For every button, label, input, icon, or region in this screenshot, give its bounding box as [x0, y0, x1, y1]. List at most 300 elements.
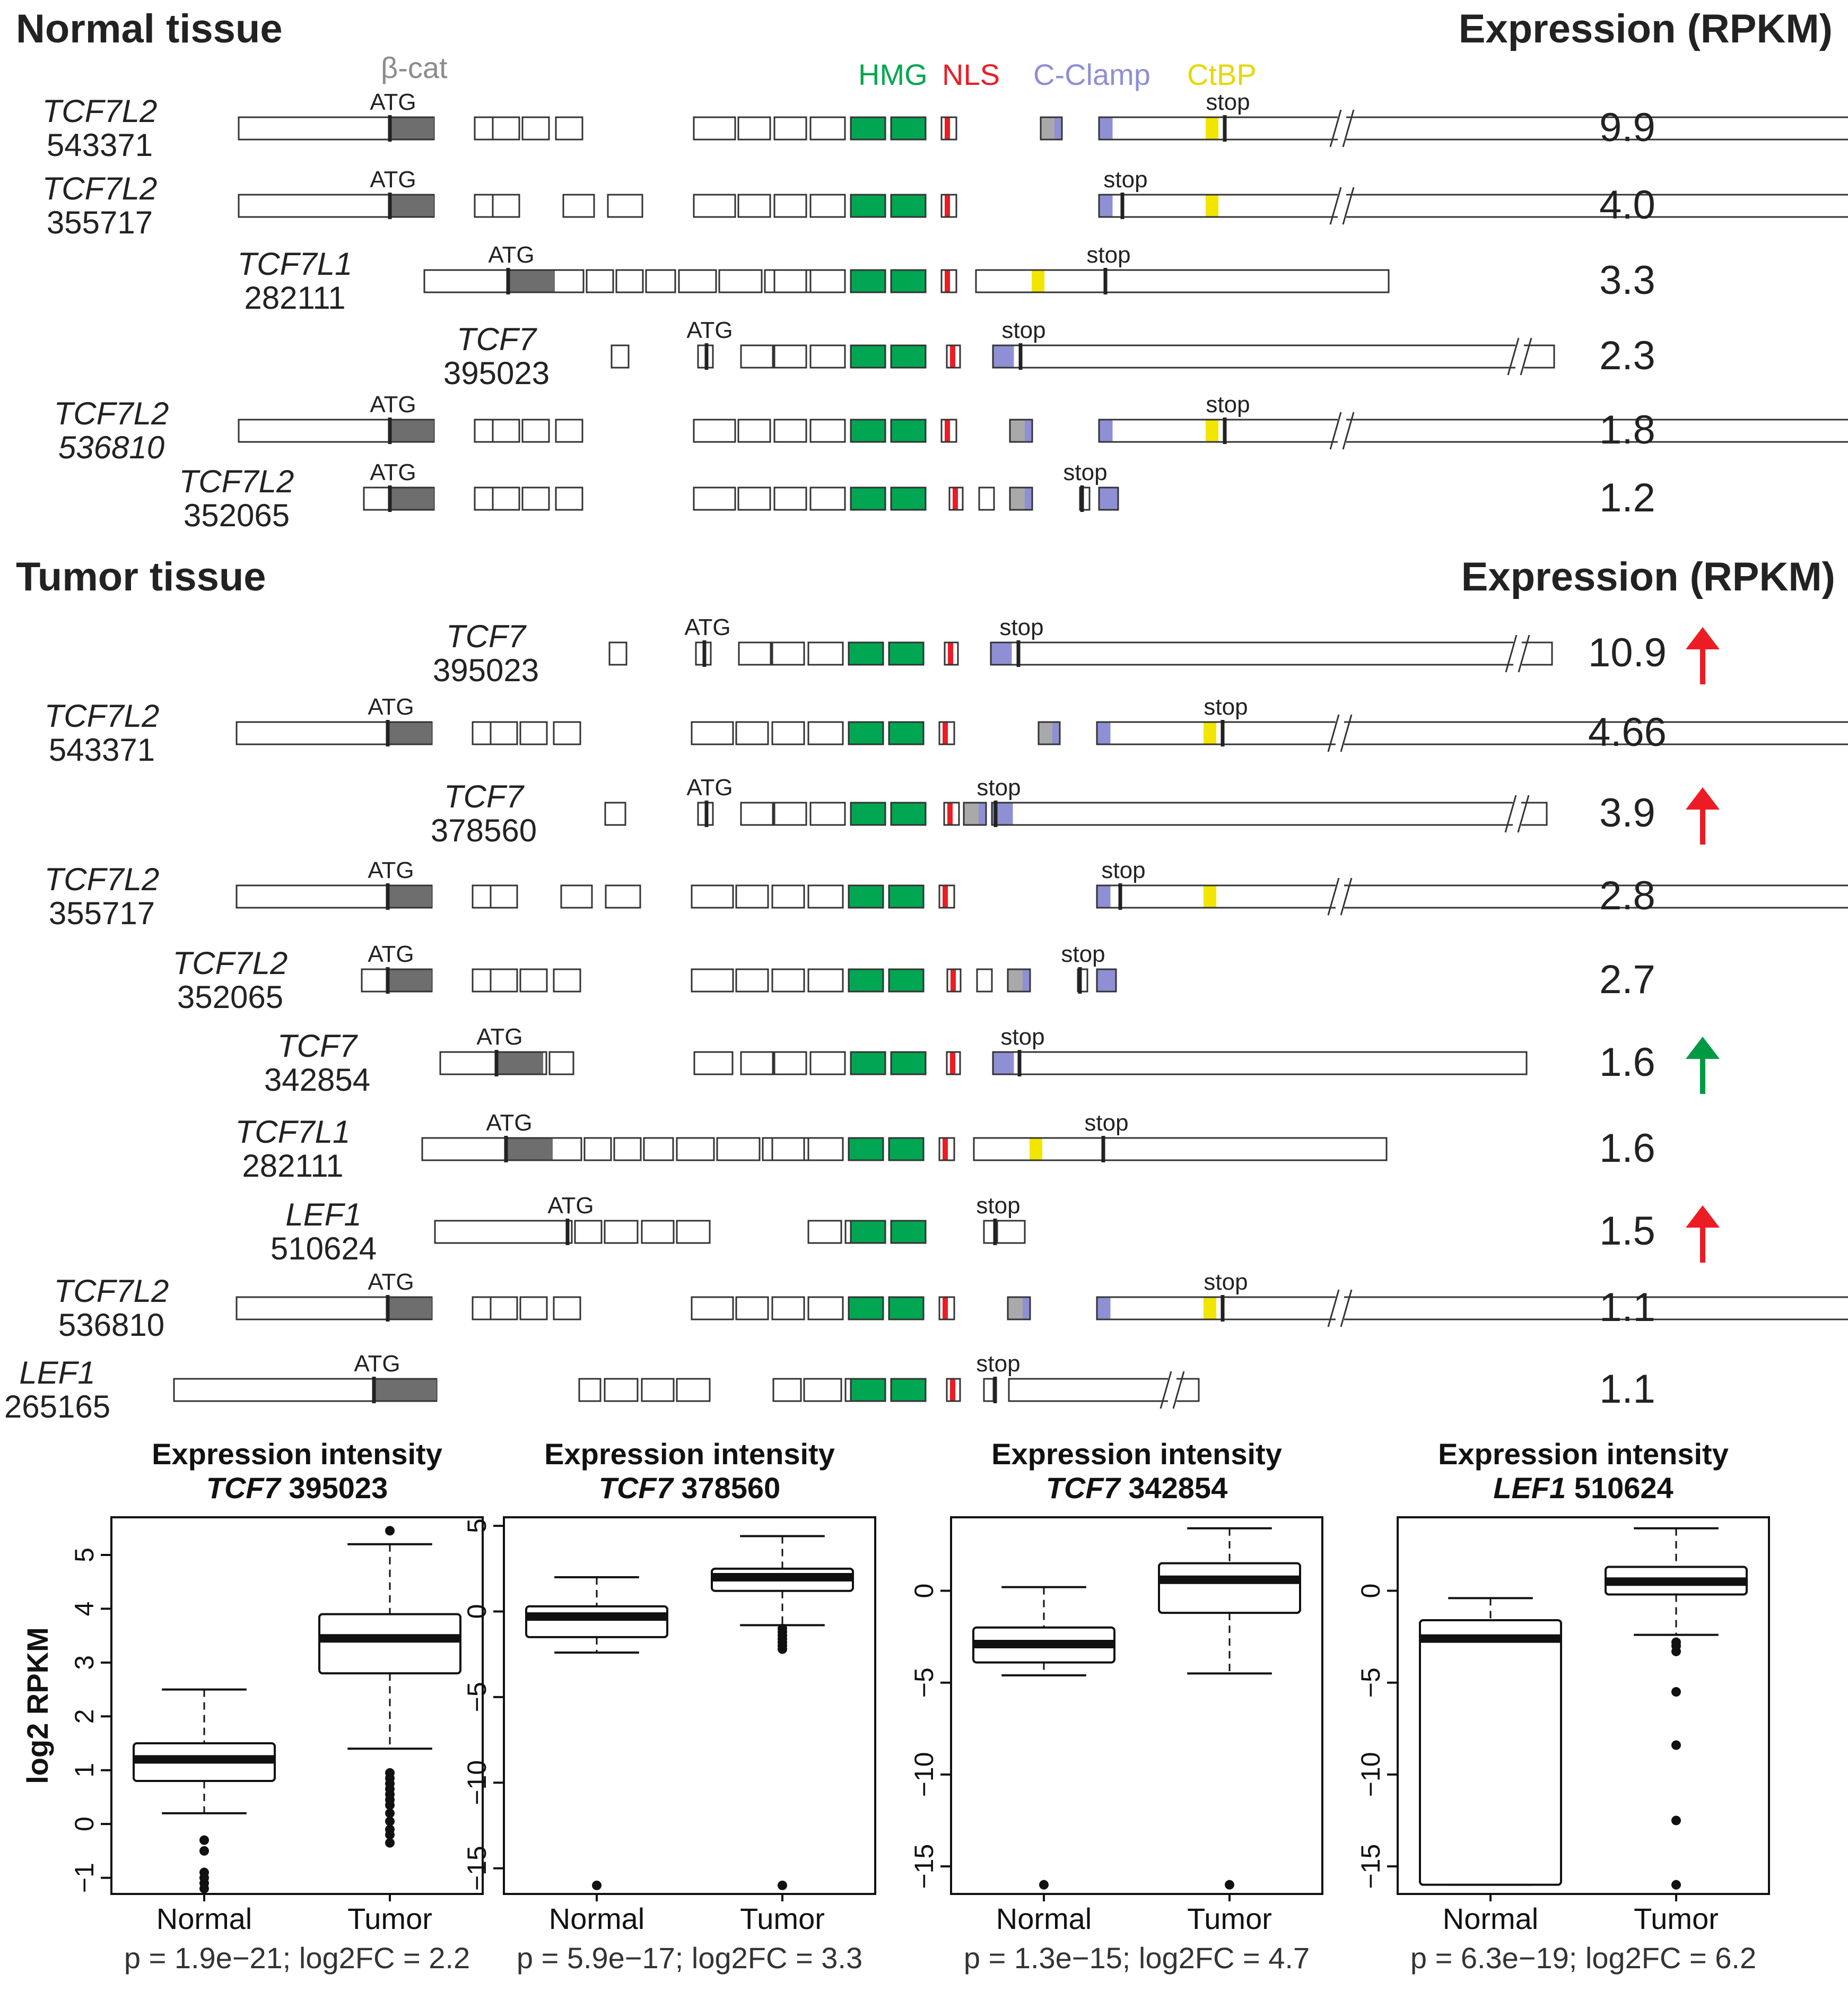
c-clamp-domain — [994, 346, 1014, 367]
outlier-point — [199, 1836, 209, 1845]
transcript-gene: TCF7 — [457, 321, 536, 357]
boxplot-panel — [462, 1437, 875, 1975]
nls-domain — [943, 1139, 948, 1160]
atg-label: ATG — [370, 392, 416, 418]
stop-label: stop — [1061, 941, 1105, 967]
exon — [677, 1138, 714, 1160]
transcript-id: 282111 — [244, 280, 346, 316]
exon — [522, 420, 549, 442]
up-arrow-icon — [1686, 1037, 1720, 1059]
transcript-id: 543371 — [46, 127, 153, 163]
stop-label: stop — [976, 1351, 1021, 1377]
expression-value: 1.2 — [1599, 475, 1655, 520]
exon — [808, 969, 843, 992]
category-label: Normal — [1442, 1902, 1539, 1935]
nls-domain — [948, 644, 953, 664]
y-tick-label: −10 — [1356, 1752, 1385, 1797]
exon — [642, 1221, 674, 1243]
exon — [808, 885, 843, 908]
exon — [810, 1052, 845, 1074]
atg-label: ATG — [476, 1024, 523, 1050]
boxplot-panels — [21, 1437, 1769, 1975]
hmg-domain — [851, 195, 885, 217]
nls-domain — [945, 271, 950, 292]
exon — [979, 488, 994, 510]
exon — [694, 117, 735, 140]
transcript-gene: TCF7L2 — [54, 396, 169, 431]
transcript-row — [45, 857, 1848, 931]
outlier-point — [1671, 1815, 1681, 1825]
transcript-gene: TCF7 — [277, 1028, 357, 1064]
atg-label: ATG — [488, 242, 535, 268]
exon — [579, 1379, 600, 1401]
plot-frame — [111, 1517, 483, 1894]
category-label: Tumor — [740, 1902, 825, 1935]
y-tick-label: −15 — [909, 1844, 939, 1889]
hmg-domain — [891, 420, 926, 442]
exon — [772, 1138, 804, 1160]
beta-cat-domain — [390, 421, 434, 441]
atg-label: ATG — [370, 89, 416, 115]
y-tick-label: 2 — [69, 1709, 99, 1724]
stop-label: stop — [1086, 242, 1131, 268]
expression-value: 1.6 — [1599, 1040, 1655, 1085]
exon — [736, 1297, 768, 1319]
expression-value: 9.9 — [1599, 105, 1655, 150]
ctbp-domain — [1204, 723, 1216, 744]
ctbp-domain — [1206, 421, 1218, 441]
exon — [808, 722, 843, 744]
exon — [810, 195, 845, 217]
legend-hmg: HMG — [858, 58, 928, 91]
exon — [741, 1052, 773, 1074]
transcript-row — [173, 941, 1655, 1015]
nls-domain — [950, 346, 955, 367]
exon — [563, 195, 594, 217]
expression-value: 2.8 — [1599, 873, 1655, 918]
transcript-gene: TCF7L2 — [44, 862, 160, 897]
exon — [616, 270, 643, 292]
exon — [739, 642, 771, 665]
exon — [984, 1221, 995, 1243]
transcript-row — [42, 89, 1848, 163]
exon — [612, 345, 629, 368]
hmg-domain — [851, 117, 885, 140]
exon — [736, 885, 768, 908]
stop-label: stop — [976, 1193, 1021, 1219]
exon — [810, 803, 845, 825]
exon — [774, 345, 806, 368]
exon — [997, 1221, 1025, 1243]
boxplot-panel — [909, 1437, 1322, 1975]
transcript-gene: TCF7L2 — [42, 93, 158, 129]
boxplot-gene: TCF7 — [206, 1471, 281, 1505]
y-tick-label: −15 — [1356, 1844, 1385, 1889]
transcript-row — [179, 459, 1655, 533]
exon — [642, 1379, 674, 1401]
ctbp-domain — [1206, 118, 1218, 139]
exon — [491, 885, 517, 908]
stop-label: stop — [1001, 317, 1046, 343]
hmg-domain — [849, 1297, 883, 1319]
outlier-point — [1671, 1687, 1681, 1697]
iqr-box — [1159, 1563, 1300, 1613]
transcript-row — [4, 1351, 1655, 1424]
beta-cat-domain — [390, 118, 434, 139]
category-label: Normal — [996, 1902, 1092, 1935]
exon — [694, 1052, 733, 1074]
transcript-gene: TCF7L2 — [44, 698, 160, 734]
outlier-point — [1225, 1880, 1234, 1890]
exon — [808, 1221, 841, 1243]
stats-caption: p = 6.3e−19; log2FC = 6.2 — [1410, 1941, 1757, 1975]
category-label: Normal — [156, 1902, 252, 1935]
iqr-box — [319, 1614, 460, 1674]
last-exon — [992, 803, 1547, 825]
expression-value: 10.9 — [1588, 630, 1667, 675]
y-tick-label: 0 — [462, 1604, 492, 1619]
exon — [773, 1379, 801, 1401]
exon — [738, 488, 770, 510]
boxplot-transcript: 510624 — [1566, 1471, 1673, 1505]
beta-cat-domain — [388, 886, 432, 907]
exon — [520, 969, 547, 992]
exon — [491, 1297, 517, 1319]
stop-label: stop — [1084, 1110, 1129, 1136]
boxplot-title: Expression intensity — [544, 1437, 835, 1471]
exon — [692, 885, 733, 908]
nls-domain — [947, 804, 953, 824]
atg-label: ATG — [354, 1351, 400, 1377]
transcript-gene: TCF7L2 — [54, 1273, 169, 1309]
outlier-point — [1039, 1880, 1049, 1890]
c-clamp-domain — [992, 644, 1012, 664]
exon — [774, 803, 806, 825]
beta-cat-domain — [390, 196, 434, 216]
hmg-domain — [889, 722, 923, 744]
c-clamp-domain — [1098, 1298, 1111, 1319]
stop-label: stop — [1204, 1269, 1248, 1295]
outlier-point — [778, 1881, 787, 1890]
exon — [694, 488, 735, 510]
hmg-domain — [889, 1138, 923, 1160]
stats-caption: p = 1.3e−15; log2FC = 4.7 — [963, 1941, 1310, 1975]
y-tick-label: −5 — [1356, 1667, 1385, 1698]
boxplot-transcript: 342854 — [1120, 1471, 1228, 1505]
y-tick-label: 5 — [462, 1518, 492, 1534]
y-tick-label: −5 — [462, 1682, 492, 1713]
iqr-box — [1420, 1620, 1561, 1885]
exon — [694, 420, 735, 442]
hmg-domain — [849, 969, 883, 992]
legend-c-clamp: C-Clamp — [1033, 58, 1150, 91]
exon — [810, 270, 845, 292]
category-label: Tumor — [1634, 1902, 1719, 1935]
exon — [719, 270, 762, 292]
exon — [741, 803, 773, 825]
stats-caption: p = 1.9e−21; log2FC = 2.2 — [124, 1941, 470, 1975]
exon — [692, 1297, 733, 1319]
nls-domain — [945, 118, 950, 139]
exon — [692, 722, 733, 744]
last-exon — [991, 642, 1552, 665]
exon — [774, 488, 806, 510]
transcript-row — [236, 1110, 1655, 1184]
exon — [692, 969, 733, 992]
up-arrow-icon — [1686, 1205, 1720, 1228]
exon — [520, 722, 547, 744]
category-label: Tumor — [347, 1902, 432, 1935]
exon — [774, 117, 806, 140]
transcript-id: 395023 — [443, 355, 550, 391]
exon — [772, 722, 804, 744]
exon — [520, 1297, 547, 1319]
exon — [677, 1221, 710, 1243]
boxplot-title: Expression intensity — [991, 1437, 1282, 1471]
expression-value: 1.5 — [1599, 1209, 1655, 1254]
atg-label: ATG — [368, 694, 414, 720]
transcript-row — [54, 392, 1848, 465]
hmg-domain — [891, 1052, 926, 1074]
legend-ctbp: CtBP — [1187, 58, 1257, 91]
hmg-domain — [891, 345, 926, 368]
stop-label: stop — [1103, 167, 1148, 193]
transcript-gene: LEF1 — [19, 1355, 95, 1390]
exon — [772, 969, 804, 992]
outlier-point — [592, 1881, 602, 1890]
nls-domain — [945, 196, 950, 216]
hmg-domain — [851, 1221, 885, 1243]
transcript-gene: TCF7L1 — [237, 246, 353, 282]
exon — [522, 117, 549, 140]
hmg-domain — [851, 420, 885, 442]
transcript-row — [45, 694, 1848, 768]
y-tick-label: 3 — [69, 1655, 99, 1670]
exon — [435, 1221, 572, 1243]
beta-cat-domain — [374, 1380, 437, 1401]
y-tick-label: −1 — [69, 1863, 99, 1893]
exon — [522, 488, 549, 510]
atg-label: ATG — [368, 941, 414, 967]
boxplot-title: Expression intensity — [1438, 1437, 1729, 1471]
nls-domain — [950, 1380, 955, 1401]
tumor-section-title: Tumor tissue — [16, 554, 266, 599]
transcript-gene: TCF7L2 — [172, 945, 288, 981]
stop-label: stop — [999, 614, 1044, 640]
normal-expression-header: Expression (RPKM) — [1458, 6, 1833, 51]
ctbp-domain — [1204, 886, 1216, 907]
expression-value: 1.6 — [1599, 1126, 1655, 1171]
outlier-point — [385, 1838, 395, 1848]
hmg-domain — [891, 803, 926, 825]
hmg-domain — [891, 1221, 926, 1243]
beta-cat-domain — [388, 723, 432, 744]
exon — [424, 270, 583, 292]
hmg-domain — [849, 722, 883, 744]
exon — [609, 642, 626, 665]
exon — [1099, 488, 1118, 510]
hmg-domain — [889, 969, 923, 992]
stop-label: stop — [1206, 89, 1250, 115]
exon — [491, 722, 517, 744]
atg-label: ATG — [368, 857, 414, 883]
transcript-id: 536810 — [58, 1307, 165, 1343]
normal-section-title: Normal tissue — [16, 6, 283, 51]
y-tick-label: −15 — [462, 1846, 492, 1891]
transcript-gene: TCF7L2 — [179, 464, 294, 499]
y-tick-label: 1 — [69, 1762, 99, 1778]
c-clamp-domain — [1100, 196, 1113, 216]
exon — [605, 1221, 638, 1243]
nls-domain — [951, 970, 956, 991]
ctbp-domain — [1204, 1298, 1216, 1319]
exon — [646, 270, 675, 292]
transcript-id: 265165 — [4, 1389, 111, 1424]
ctbp-domain — [1030, 1139, 1042, 1160]
hmg-domain — [851, 345, 885, 368]
exon — [741, 345, 773, 368]
outlier-point — [778, 1645, 787, 1654]
transcript-id: 355717 — [46, 205, 153, 240]
exon — [491, 969, 517, 992]
c-clamp-domain — [1023, 1298, 1029, 1319]
nls-domain — [950, 1053, 955, 1074]
iqr-box — [526, 1606, 667, 1637]
beta-cat-domain — [506, 1139, 553, 1160]
transcript-id: 378560 — [430, 813, 537, 848]
hmg-domain — [891, 117, 926, 140]
last-exon — [993, 345, 1554, 368]
hmg-domain — [849, 885, 883, 908]
outlier-point — [199, 1846, 209, 1856]
expression-value: 3.3 — [1599, 258, 1655, 303]
hmg-domain — [891, 488, 926, 510]
outlier-point — [1671, 1880, 1681, 1890]
transcript-id: 282111 — [242, 1148, 344, 1184]
tumor-expression-header: Expression (RPKM) — [1461, 554, 1835, 599]
hmg-domain — [851, 270, 885, 292]
expression-value: 1.8 — [1599, 407, 1655, 453]
nls-domain — [953, 489, 958, 509]
exon — [556, 420, 582, 442]
transcript-row — [271, 1193, 1720, 1266]
exon — [717, 1138, 760, 1160]
transcript-tracks — [4, 89, 1848, 1424]
exon — [493, 117, 519, 140]
beta-cat-domain — [388, 1298, 432, 1319]
y-tick-label: 0 — [69, 1817, 99, 1832]
boxplot-subtitle — [206, 1471, 388, 1505]
exon — [808, 642, 843, 665]
transcript-row — [238, 242, 1655, 316]
y-tick-label: 4 — [69, 1601, 99, 1616]
transcript-row — [264, 1024, 1720, 1098]
exon — [608, 195, 642, 217]
hmg-domain — [851, 1052, 885, 1074]
nls-domain — [945, 421, 950, 441]
transcript-row — [443, 317, 1655, 391]
exon — [587, 270, 613, 292]
stop-label: stop — [1101, 857, 1146, 883]
c-clamp-domain — [1052, 723, 1059, 744]
c-clamp-domain — [1098, 723, 1111, 744]
boxplot-subtitle — [1046, 1471, 1227, 1505]
exon — [493, 420, 519, 442]
exon — [804, 1379, 841, 1401]
exon — [644, 1138, 673, 1160]
c-clamp-domain — [994, 1053, 1014, 1074]
exon — [774, 420, 806, 442]
atg-label: ATG — [370, 167, 416, 193]
hmg-domain — [849, 1138, 883, 1160]
exon — [774, 195, 806, 217]
exon — [614, 1138, 641, 1160]
exon — [738, 195, 770, 217]
hmg-domain — [849, 642, 883, 665]
beta-cat-domain — [496, 1053, 543, 1074]
exon — [1097, 969, 1116, 992]
exon — [808, 1297, 843, 1319]
exon — [677, 1379, 710, 1401]
exon — [694, 195, 735, 217]
hmg-domain — [891, 270, 926, 292]
exon — [977, 969, 992, 992]
exon — [606, 885, 640, 908]
atg-label: ATG — [547, 1193, 594, 1219]
transcript-row — [42, 167, 1848, 240]
stop-label: stop — [1204, 694, 1248, 720]
exon — [772, 885, 804, 908]
stop-label: stop — [1000, 1024, 1045, 1050]
nls-domain — [943, 723, 948, 744]
exon — [774, 1052, 806, 1074]
exon — [556, 488, 582, 510]
exon — [810, 345, 845, 368]
expression-value: 4.66 — [1588, 710, 1667, 755]
exon — [422, 1138, 581, 1160]
expression-value: 4.0 — [1599, 182, 1655, 228]
exon — [738, 117, 770, 140]
stats-caption: p = 5.9e−17; log2FC = 3.3 — [516, 1941, 863, 1975]
transcript-gene: TCF7L2 — [42, 171, 158, 206]
hmg-domain — [889, 642, 923, 665]
stop-label: stop — [977, 775, 1021, 801]
c-clamp-domain — [1023, 970, 1029, 991]
boxplot-transcript: 378560 — [673, 1471, 781, 1505]
outlier-point — [385, 1526, 395, 1535]
exon — [554, 722, 580, 744]
y-axis-label: log2 RPKM — [21, 1627, 54, 1784]
exon — [984, 1379, 993, 1401]
c-clamp-domain — [1098, 886, 1111, 907]
boxplot-gene: LEF1 — [1493, 1471, 1566, 1505]
transcript-id: 352065 — [183, 498, 290, 533]
transcript-row — [54, 1269, 1848, 1343]
exon — [772, 642, 804, 665]
exon — [554, 969, 580, 992]
exon — [810, 488, 845, 510]
exon — [808, 1138, 843, 1160]
boxplot-gene: TCF7 — [1045, 1471, 1120, 1505]
boxplot-subtitle — [599, 1471, 780, 1505]
transcript-gene: TCF7 — [444, 779, 524, 814]
c-clamp-domain — [1025, 421, 1031, 441]
exon — [810, 420, 845, 442]
outlier-point — [1671, 1740, 1681, 1750]
legend-beta-cat: β-cat — [381, 51, 448, 84]
expression-value: 1.1 — [1599, 1367, 1655, 1412]
exon — [605, 803, 625, 825]
